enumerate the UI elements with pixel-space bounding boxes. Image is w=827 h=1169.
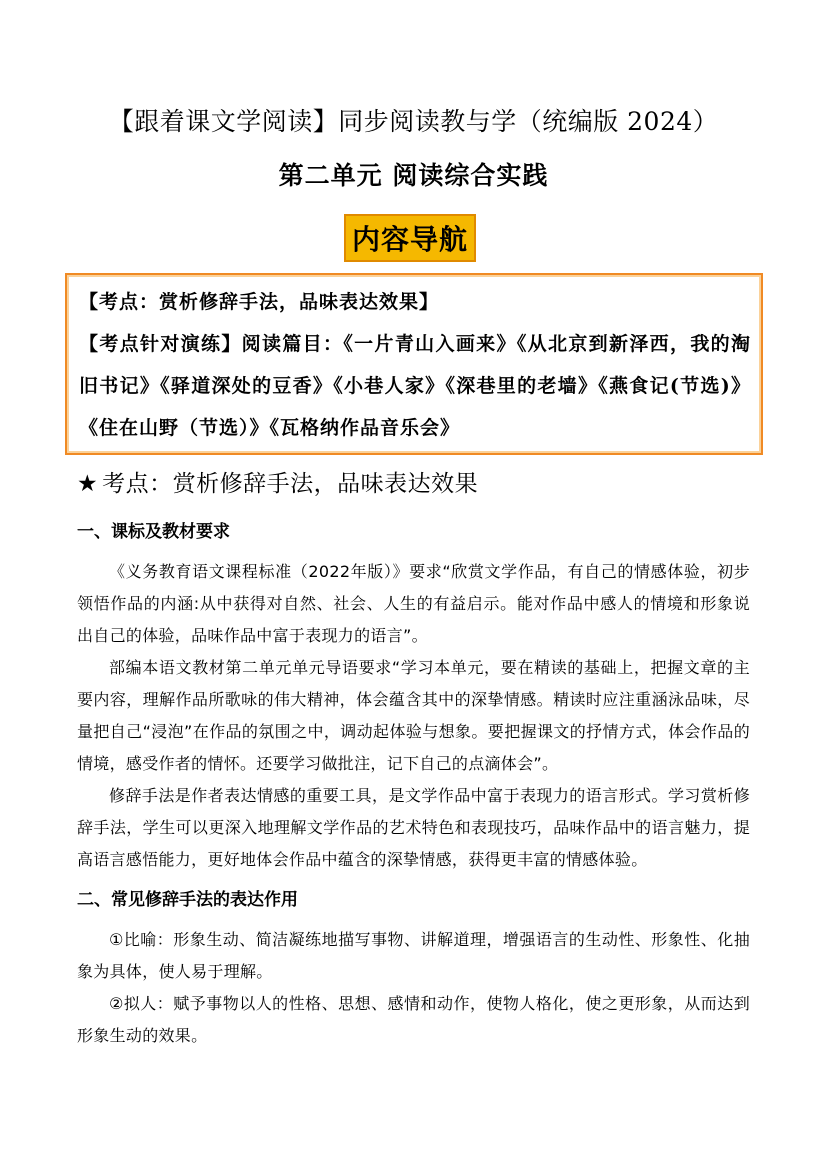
keypoint-heading (77, 466, 478, 502)
paragraph-metaphor: ①比喻：形象生动、简洁凝练地描写事物、讲解道理，增强语言的生动性、形象性、化抽象为具体，使人易于理解。 (77, 930, 750, 981)
content-nav-badge (344, 214, 476, 262)
document-title: 【跟着课文学阅读】同步阅读教与学（统编版 2024） (108, 107, 719, 136)
keypoint-text: 考点：赏析修辞手法，品味表达效果 (102, 471, 479, 497)
paragraph-personification: ②拟人：赋予事物以人的性格、思想、感情和动作，使物人格化，使之更形象，从而达到形象生动的效果。 (77, 994, 750, 1045)
section-heading-2: 二、常见修辞手法的表达作用 (77, 890, 298, 910)
nav-keypoint-line: 【考点：赏析修辞手法，品味表达效果】 (79, 291, 440, 313)
paragraph-rhetoric: 修辞手法是作者表达情感的重要工具，是文学作品中富于表现力的语言形式。学习赏析修辞手法，学生可以更深入地理解文学作品的艺术特色和表现技巧，品味作品中的语言魅力，提高语言感悟能力，更好地体会作品中蕴含的深挚情感，获得更丰富的情感体验。 (77, 786, 750, 869)
content-nav-label: 内容导航 (352, 218, 468, 258)
unit-subtitle: 第二单元 阅读综合实践 (278, 161, 549, 190)
nav-practice-text: 【考点针对演练】阅读篇目：《一片青山入画来》《从北京到新泽西，我的淘旧书记》《驿道深处的豆香》《小巷人家》《深巷里的老墙》《燕食记(节选)》《住在山野（节选）》《瓦格纳作品音乐会》 (79, 333, 751, 439)
star-icon: ★ (77, 471, 99, 497)
paragraph-standard: 《义务教育语文课程标准（2022年版）》要求“欣赏文学作品，有自己的情感体验，初步领悟作品的内涵:从中获得对自然、社会、人生的有益启示。能对作品中感人的情境和形象说出自己的体验，品味作品中富于表现力的语言”。 (77, 562, 750, 645)
paragraph-textbook: 部编本语文教材第二单元单元导语要求“学习本单元，要在精读的基础上，把握文章的主要内容，理解作品所歌咏的伟大精神，体会蕴含其中的深挚情感。精读时应注重涵泳品味，尽量把自己“浸泡”在作品的氛围之中，调动起体验与想象。要把握课文的抒情方式，体会作品的情境，感受作者的情怀。还要学习做批注，记下自己的点滴体会”。 (77, 658, 750, 773)
content-nav-box (65, 273, 763, 455)
section-heading-1: 一、课标及教材要求 (77, 522, 230, 542)
